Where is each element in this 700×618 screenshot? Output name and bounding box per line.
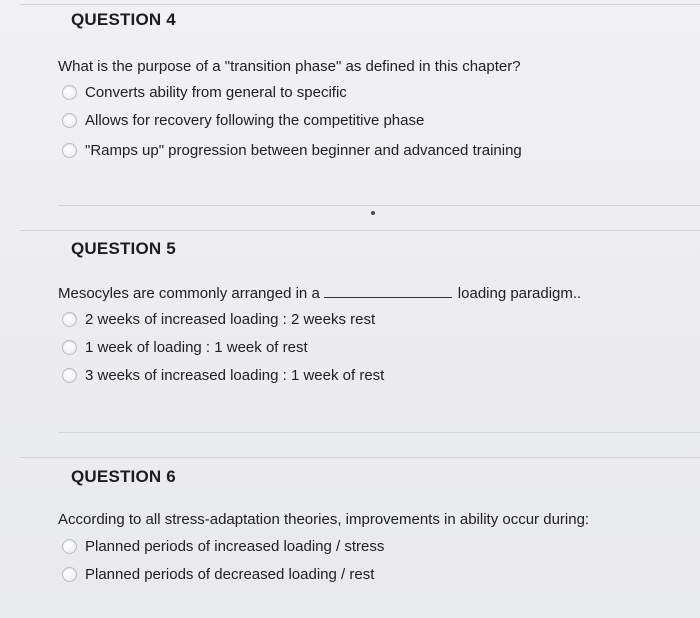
divider	[20, 230, 700, 231]
option-label: Converts ability from general to specific	[85, 84, 347, 101]
radio-button[interactable]	[62, 567, 77, 582]
radio-button[interactable]	[62, 85, 77, 100]
radio-button[interactable]	[62, 539, 77, 554]
option-label: 2 weeks of increased loading : 2 weeks rest	[85, 311, 376, 328]
option-label: 3 weeks of increased loading : 1 week of rest	[85, 367, 385, 384]
radio-button[interactable]	[62, 113, 77, 128]
divider	[20, 4, 700, 5]
question-5-option-1[interactable]	[62, 311, 375, 328]
divider	[58, 205, 700, 206]
radio-button[interactable]	[62, 312, 77, 327]
question-5-title: QUESTION 5	[71, 239, 176, 258]
question-6-option-1[interactable]	[62, 538, 384, 555]
option-label: "Ramps up" progression between beginner and advanced training	[85, 142, 522, 159]
radio-button[interactable]	[62, 143, 77, 158]
question-4-option-2[interactable]	[62, 112, 424, 129]
question-4-prompt: What is the purpose of a "transition phase" as defined in this chapter?	[58, 58, 521, 75]
question-5-option-2[interactable]	[62, 339, 308, 356]
option-label: Planned periods of decreased loading / rest	[85, 566, 375, 583]
option-label: Planned periods of increased loading / stress	[85, 538, 385, 555]
question-4-option-1[interactable]	[62, 84, 347, 101]
question-5-prompt	[58, 285, 581, 302]
divider	[20, 457, 700, 458]
question-6-option-2[interactable]	[62, 566, 374, 583]
question-6-title: QUESTION 6	[71, 467, 176, 486]
cursor-dot	[371, 211, 375, 215]
divider	[58, 432, 700, 433]
prompt-before: Mesocyles are commonly arranged in a	[58, 285, 320, 302]
option-label: Allows for recovery following the competitive phase	[85, 112, 425, 129]
radio-button[interactable]	[62, 368, 77, 383]
option-label: 1 week of loading : 1 week of rest	[85, 339, 308, 356]
question-4-title: QUESTION 4	[71, 10, 176, 29]
question-4-option-3[interactable]	[62, 142, 522, 159]
radio-button[interactable]	[62, 340, 77, 355]
question-5-option-3[interactable]	[62, 367, 384, 384]
prompt-after: loading paradigm..	[457, 285, 582, 302]
question-6-prompt: According to all stress-adaptation theories, improvements in ability occur during:	[58, 511, 590, 528]
fill-in-blank	[324, 285, 452, 298]
